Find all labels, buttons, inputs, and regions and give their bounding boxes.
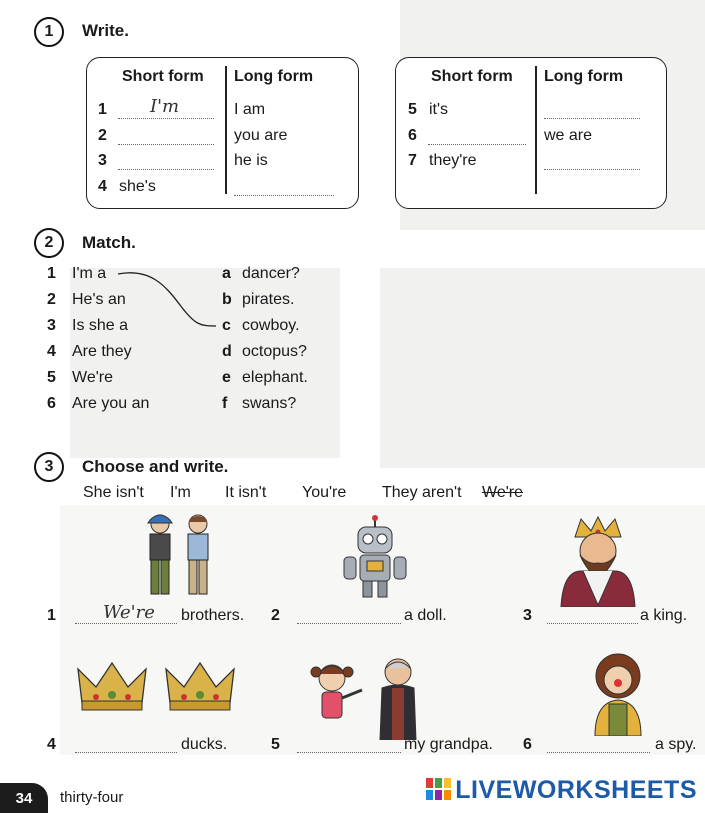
spy-clown-illustration [583, 650, 653, 736]
match-right-e-letter: e [222, 369, 231, 386]
row-1-long: I am [234, 101, 266, 118]
match-right-c-letter: c [222, 317, 231, 334]
section-3-number: 3 [34, 452, 64, 482]
match-right-b[interactable]: pirates. [242, 291, 295, 308]
match-right-f[interactable]: swans? [242, 395, 297, 412]
brothers-illustration [140, 510, 220, 602]
match-left-2[interactable]: He's an [72, 291, 126, 308]
match-left-3-number: 3 [47, 317, 56, 334]
sentence-2-number: 2 [271, 607, 280, 624]
match-left-1-number: 1 [47, 265, 56, 282]
match-right-f-letter: f [222, 395, 228, 412]
match-left-5[interactable]: We're [72, 369, 113, 386]
match-left-5-number: 5 [47, 369, 56, 386]
page-number-badge: 34 [0, 783, 48, 813]
row-4-number: 4 [98, 178, 107, 195]
sentence-4-blank[interactable] [75, 752, 177, 753]
match-right-e[interactable]: elephant. [242, 369, 308, 386]
match-left-1[interactable]: I'm a [72, 265, 107, 282]
sentence-2-rest: a doll. [404, 607, 447, 624]
king-illustration [553, 515, 643, 607]
word-bank-she-isnt[interactable]: She isn't [83, 484, 144, 501]
match-left-2-number: 2 [47, 291, 56, 308]
row-1-number: 1 [98, 101, 107, 118]
right-header-long: Long form [544, 68, 624, 85]
word-bank-im[interactable]: I'm [170, 484, 191, 501]
row-2-long: you are [234, 127, 288, 144]
sentence-3-number: 3 [523, 607, 532, 624]
row-3-long: he is [234, 152, 268, 169]
row-6-long: we are [544, 127, 593, 144]
match-left-4-number: 4 [47, 343, 56, 360]
liveworksheets-logo [426, 776, 697, 805]
sentence-3-blank[interactable] [547, 623, 638, 624]
match-right-a[interactable]: dancer? [242, 265, 300, 282]
sentence-2-blank[interactable] [297, 623, 401, 624]
row-7-short: they're [429, 152, 477, 169]
sentence-5-blank[interactable] [297, 752, 401, 753]
sentence-1-rest: brothers. [181, 607, 245, 624]
word-bank-youre[interactable]: You're [302, 484, 347, 501]
row-5-short: it's [429, 101, 449, 118]
sentence-1-answer[interactable]: We're [103, 602, 155, 623]
word-bank-it-isnt[interactable]: It isn't [225, 484, 267, 501]
match-left-3[interactable]: Is she a [72, 317, 129, 334]
sentence-4-number: 4 [47, 736, 56, 753]
section-2-title: Match. [82, 233, 136, 252]
match-right-a-letter: a [222, 265, 231, 282]
sentence-5-rest: my grandpa. [404, 736, 493, 753]
match-right-d-letter: d [222, 343, 232, 360]
robot-illustration [340, 515, 410, 601]
match-right-b-letter: b [222, 291, 232, 308]
sentence-6-rest: a spy. [655, 736, 697, 753]
section-3-title: Choose and write. [82, 457, 229, 476]
sentence-1-blank [75, 623, 177, 624]
liveworksheets-icon [426, 778, 452, 800]
row-4-short: she's [119, 178, 156, 195]
row-1-short-answer[interactable]: I'm [150, 96, 180, 117]
left-header-short: Short form [122, 68, 204, 85]
word-bank-they-arent[interactable]: They aren't [382, 484, 462, 501]
sentence-1-number: 1 [47, 607, 56, 624]
liveworksheets-text: LIVEWORKSHEETS [455, 776, 697, 804]
left-header-long: Long form [234, 68, 314, 85]
sentence-6-blank[interactable] [547, 752, 650, 753]
match-left-6-number: 6 [47, 395, 56, 412]
page-number-words: thirty-four [60, 789, 124, 806]
section-2-number: 2 [34, 228, 64, 258]
row-5-number: 5 [408, 101, 417, 118]
sentence-4-rest: ducks. [181, 736, 228, 753]
row-7-number: 7 [408, 152, 417, 169]
row-3-number: 3 [98, 152, 107, 169]
sentence-6-number: 6 [523, 736, 532, 753]
section-1-title: Write. [82, 21, 129, 40]
match-left-4[interactable]: Are they [72, 343, 132, 360]
row-6-number: 6 [408, 127, 417, 144]
match-left-6[interactable]: Are you an [72, 395, 150, 412]
match-right-c[interactable]: cowboy. [242, 317, 300, 334]
right-header-short: Short form [431, 68, 513, 85]
row-2-number: 2 [98, 127, 107, 144]
sentence-5-number: 5 [271, 736, 280, 753]
sentence-3-rest: a king. [640, 607, 688, 624]
section-1-number: 1 [34, 17, 64, 47]
word-bank-were-used[interactable]: We're [482, 484, 523, 501]
crowns-illustration [74, 655, 264, 717]
girl-and-grandpa-illustration [300, 650, 440, 740]
match-right-d[interactable]: octopus? [242, 343, 307, 360]
